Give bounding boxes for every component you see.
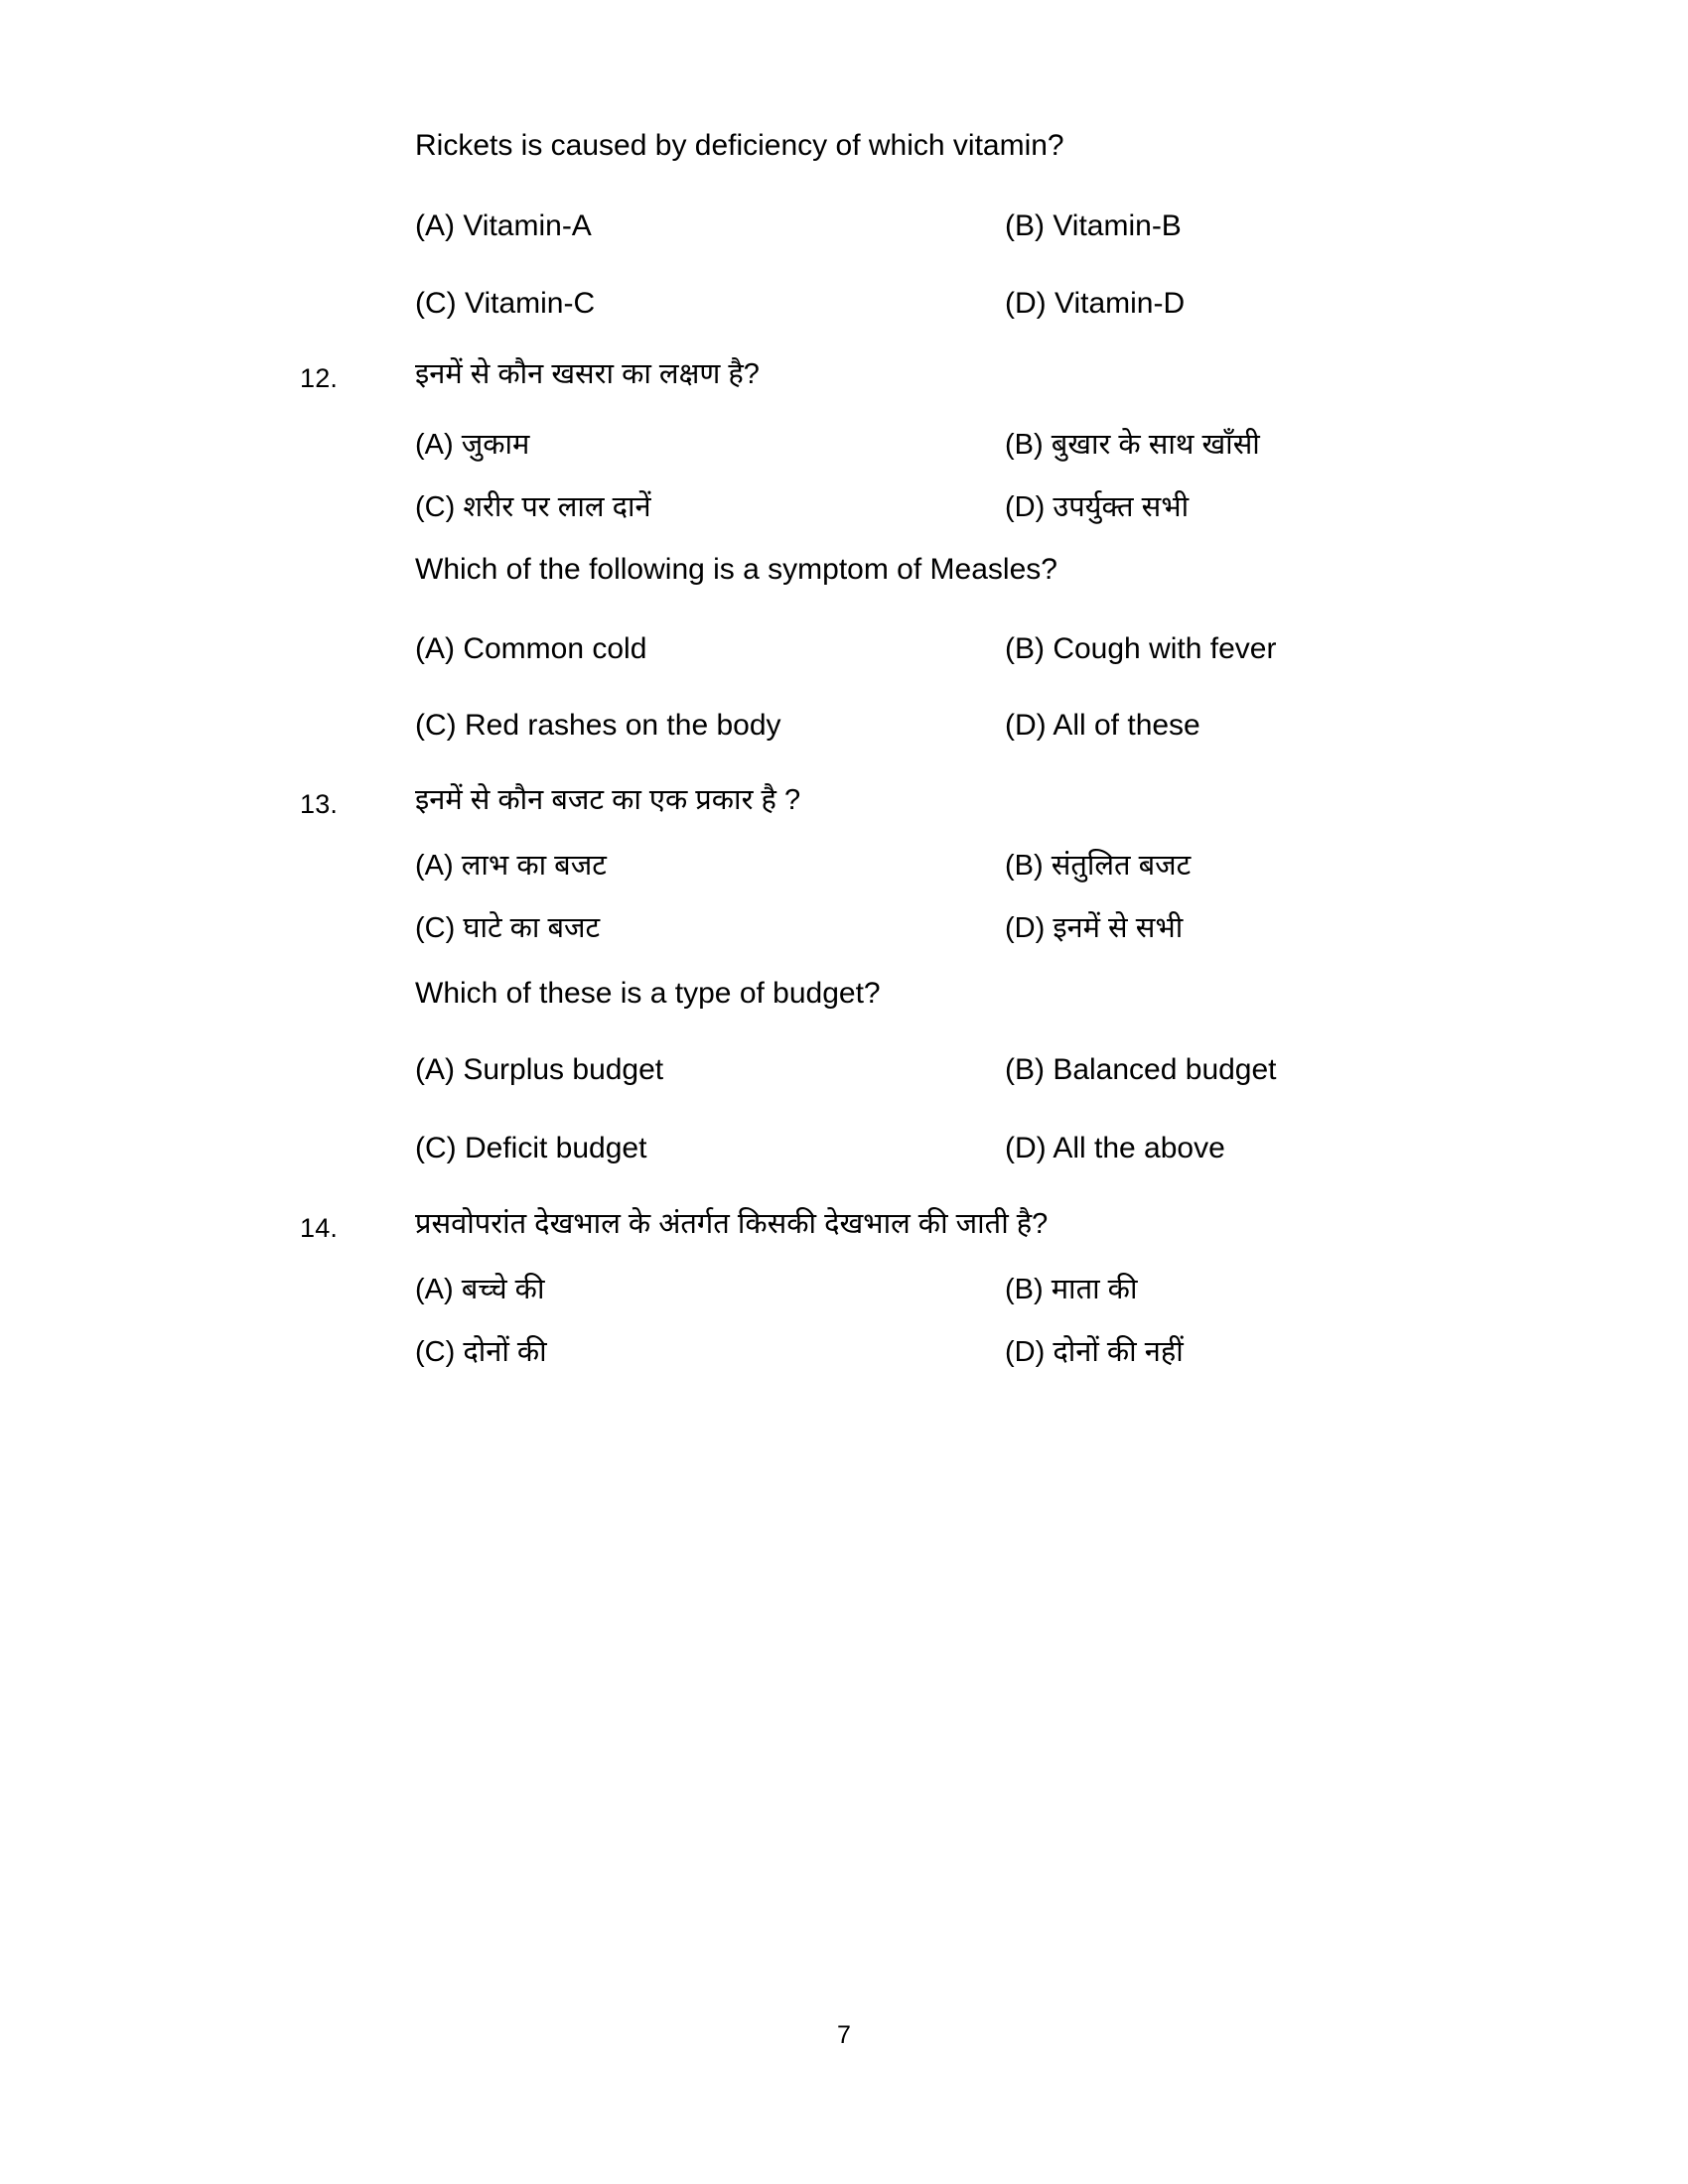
option-c-en[interactable]: (C) Red rashes on the body — [415, 709, 781, 742]
option-a-hi[interactable]: (A) लाभ का बजट — [415, 850, 607, 882]
option-d-hi[interactable]: (D) इनमें से सभी — [1005, 912, 1184, 944]
option-d-en[interactable]: (D) All the above — [1005, 1132, 1225, 1164]
option-a-en[interactable]: (A) Common cold — [415, 632, 647, 665]
option-b-en[interactable]: (B) Balanced budget — [1005, 1053, 1277, 1086]
question-stem-en-12: Which of the following is a symptom of Measles? — [415, 553, 1057, 586]
page-number: 7 — [837, 2021, 851, 2049]
option-c[interactable]: (C) Vitamin-C — [415, 287, 596, 320]
question-stem-en: Rickets is caused by deficiency of which vitamin? — [415, 129, 1064, 162]
option-a-hi[interactable]: (A) बच्चे की — [415, 1274, 545, 1305]
option-c-hi[interactable]: (C) घाटे का बजट — [415, 912, 601, 944]
option-b[interactable]: (B) Vitamin-B — [1005, 209, 1182, 242]
option-d-en[interactable]: (D) All of these — [1005, 709, 1200, 742]
option-d-hi[interactable]: (D) उपर्युक्त सभी — [1005, 491, 1190, 523]
question-number-13: 13. — [300, 789, 339, 819]
question-number-12: 12. — [300, 363, 339, 393]
question-stem-hi-14: प्रसवोपरांत देखभाल के अंतर्गत किसकी देखभाल की जाती है? — [415, 1208, 1049, 1240]
option-b-en[interactable]: (B) Cough with fever — [1005, 632, 1277, 665]
option-d[interactable]: (D) Vitamin-D — [1005, 287, 1186, 320]
option-b-hi[interactable]: (B) बुखार के साथ खाँसी — [1005, 429, 1260, 461]
option-d-hi[interactable]: (D) दोनों की नहीं — [1005, 1336, 1184, 1368]
option-a-hi[interactable]: (A) जुकाम — [415, 429, 530, 461]
question-number-14: 14. — [300, 1213, 339, 1243]
option-b-hi[interactable]: (B) माता की — [1005, 1274, 1138, 1305]
option-a-en[interactable]: (A) Surplus budget — [415, 1053, 664, 1086]
option-b-hi[interactable]: (B) संतुलित बजट — [1005, 850, 1192, 882]
option-c-hi[interactable]: (C) दोनों की — [415, 1336, 547, 1368]
question-stem-hi-12: इनमें से कौन खसरा का लक्षण है? — [415, 358, 760, 390]
option-a[interactable]: (A) Vitamin-A — [415, 209, 592, 242]
option-c-en[interactable]: (C) Deficit budget — [415, 1132, 647, 1164]
question-stem-hi-13: इनमें से कौन बजट का एक प्रकार है ? — [415, 784, 801, 816]
option-c-hi[interactable]: (C) शरीर पर लाल दानें — [415, 491, 651, 523]
question-stem-en-13: Which of these is a type of budget? — [415, 977, 881, 1010]
